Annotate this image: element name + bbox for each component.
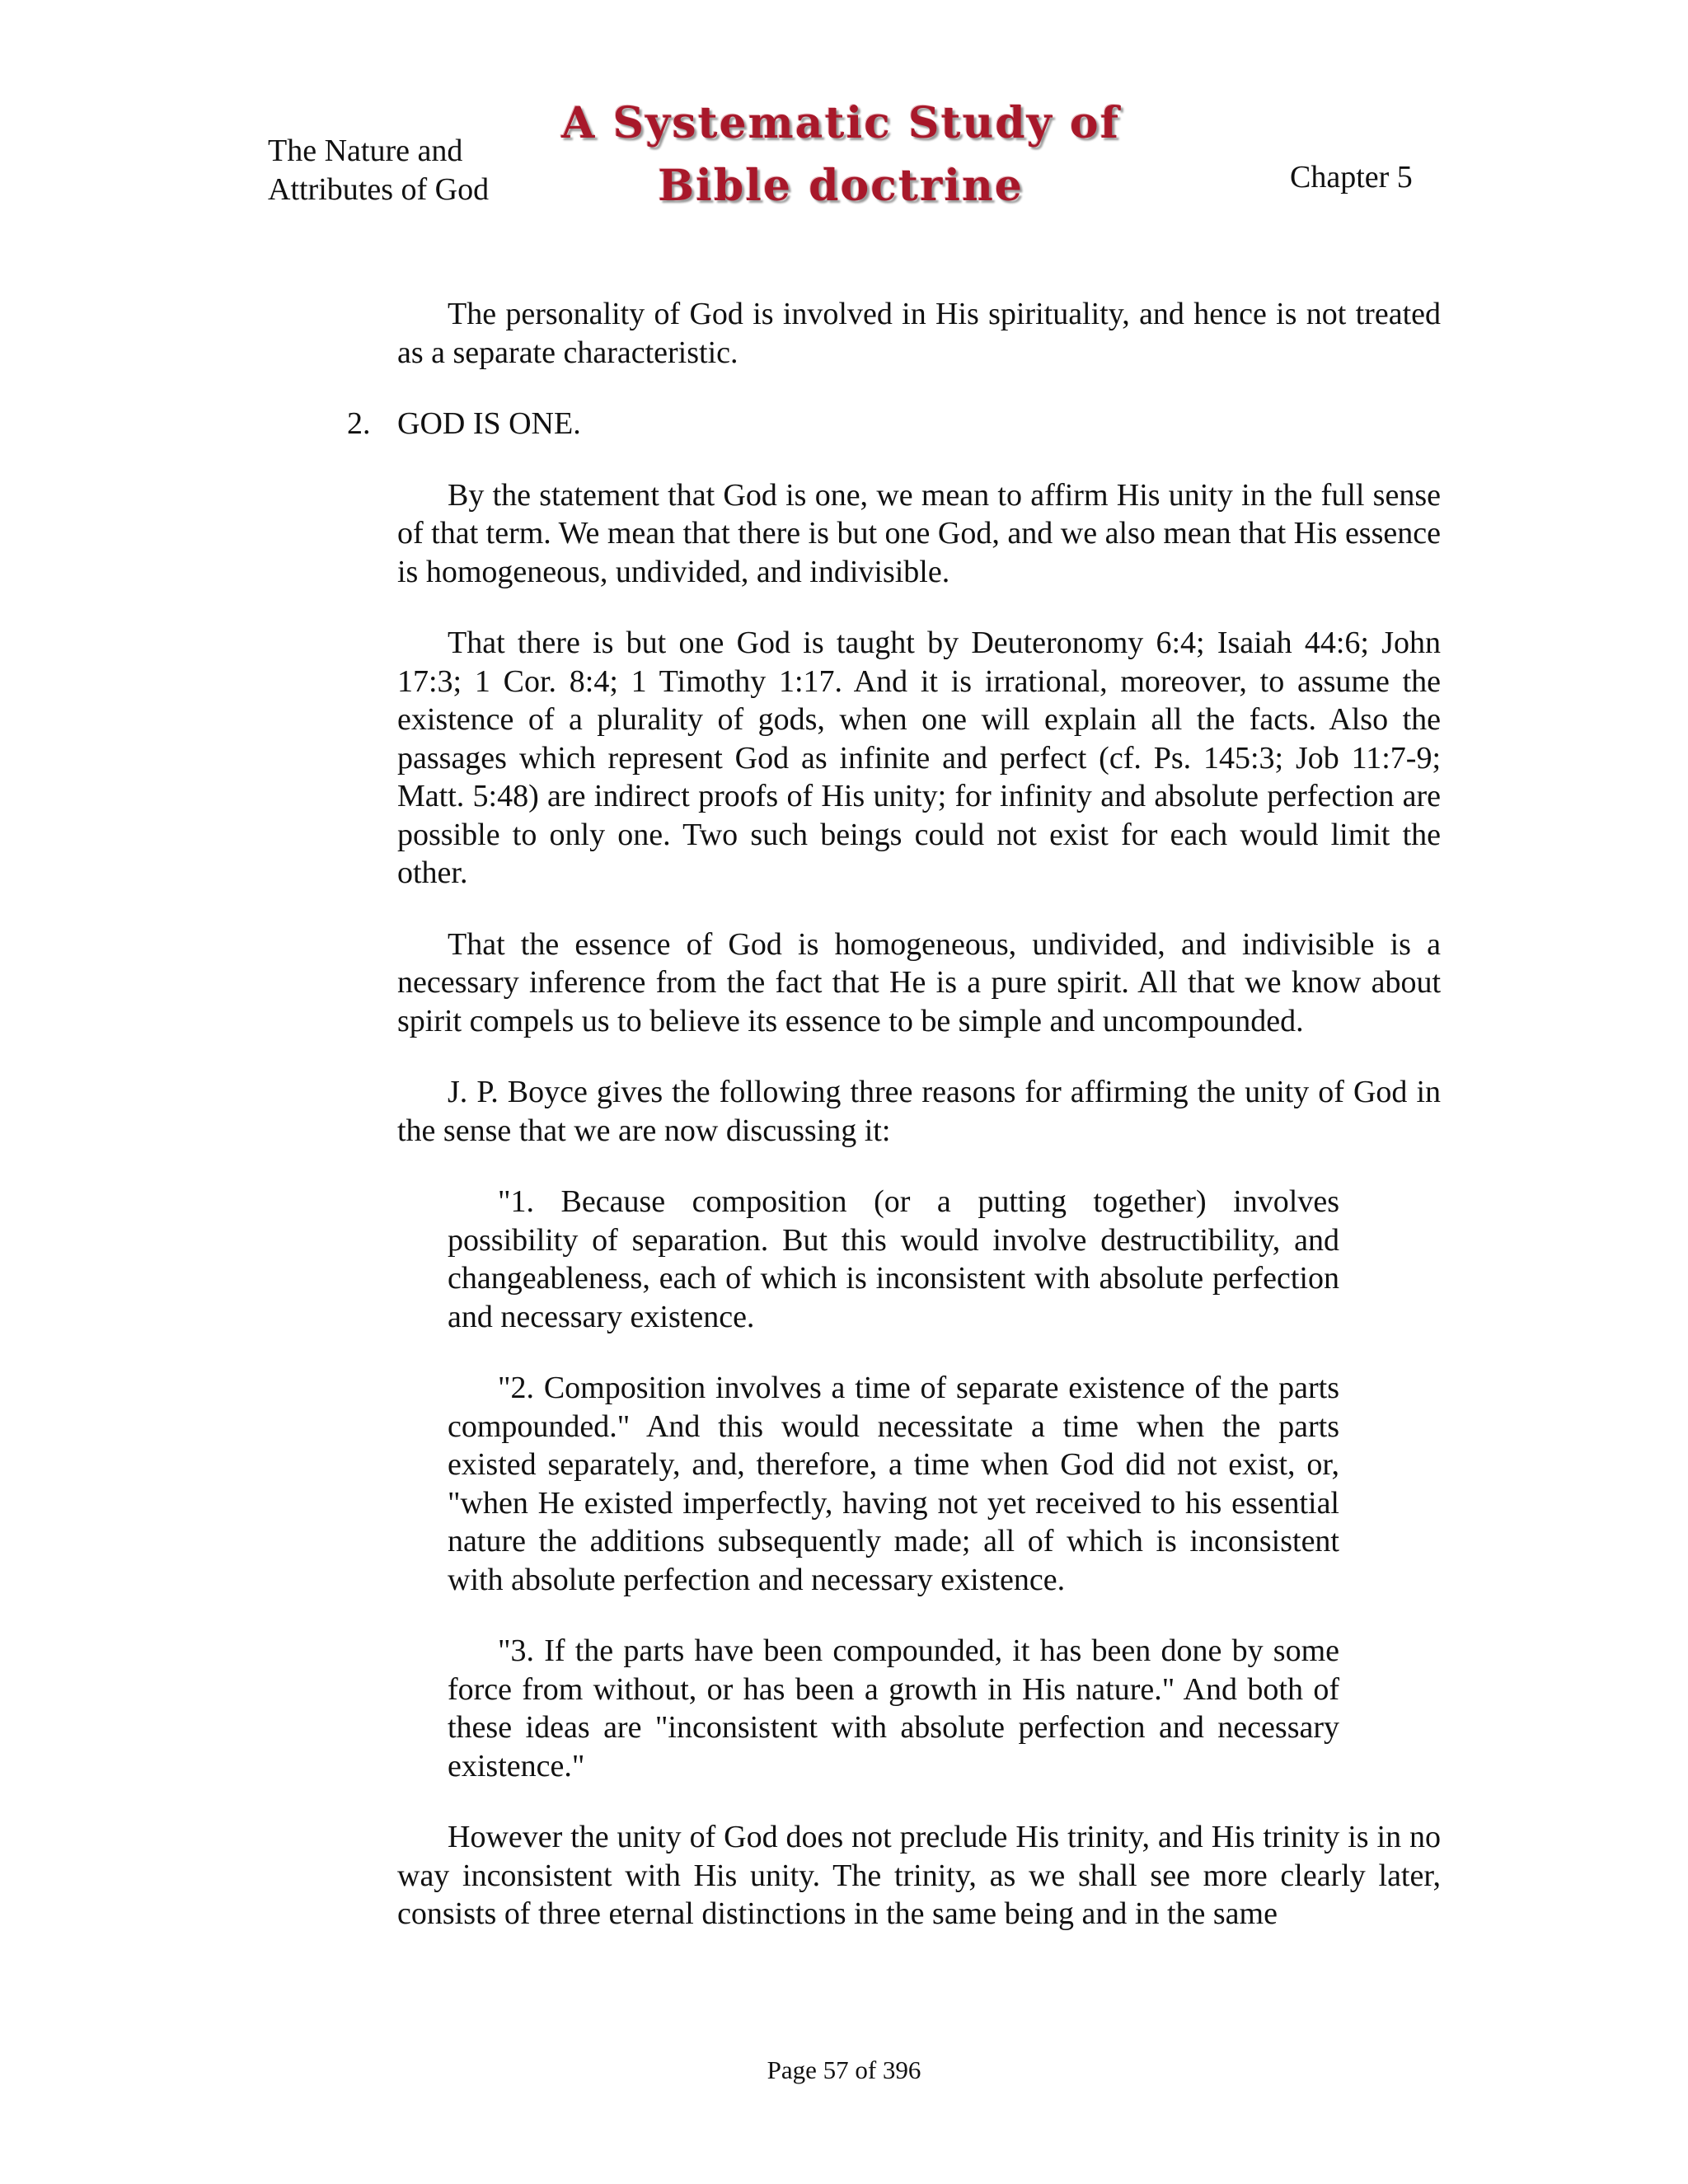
section-number: 2. (347, 406, 371, 441)
book-title-logo (560, 92, 1121, 218)
book-title-line-1: A Systematic Study of (561, 98, 1120, 148)
quote-reason-2: "2. Composition involves a time of separate existence of the parts compounded." And this would necessitate a time when the parts existed separately, and, therefore, a time when God did not exist, or, "when He existed imperfectly, having not yet received to his essential nature the additions subsequently made; all of which is inconsistent with absolute perfection and necessary existence. (448, 1371, 1339, 1597)
section-title: GOD IS ONE. (397, 406, 581, 441)
paragraph-personality: The personality of God is involved in His spirituality, and hence is not treated as a separate characteristic. (397, 297, 1441, 370)
paragraph-boyce-intro: J. P. Boyce gives the following three reasons for affirming the unity of God in the sense that we are now discussing it: (397, 1075, 1441, 1148)
paragraph-one-god-scripture: That there is but one God is taught by Deuteronomy 6:4; Isaiah 44:6; John 17:3; 1 Cor. 8:4; 1 Timothy 1:17. And it is irrational, moreover, to assume the existence of a plurality of gods, when one will explain all the facts. Also the passages which represent God as infinite and perfect (cf. Ps. 145:3; Job 11:7-9; Matt. 5:48) are indirect proofs of His unity; for infinity and absolute perfection are possible to only one. Two such beings could not exist for each would limit the other. (397, 626, 1441, 890)
running-header-chapter: Chapter 5 (1290, 160, 1413, 194)
book-title-line-2: Bible doctrine (658, 161, 1024, 211)
header-section-line-1: The Nature and (268, 134, 463, 168)
quote-reason-1: "1. Because composition (or a putting together) involves possibility of separation. But this would involve destructibility, and changeableness, each of which is inconsistent with absolute perfection and necessary existence. (448, 1184, 1339, 1334)
page-body (347, 295, 1441, 1933)
section-heading (347, 405, 1441, 443)
paragraph-essence-homogeneous: That the essence of God is homogeneous, undivided, and indivisible is a necessary inference from the fact that He is a pure spirit. All that we know about spirit compels us to believe its essence to be simple and uncompounded. (397, 926, 1441, 1038)
paragraph-trinity: However the unity of God does not preclude His trinity, and His trinity is in no way inconsistent with His unity. The trinity, as we shall see more clearly later, consists of three eternal distinctions in the same being and in the same (397, 1820, 1441, 1931)
quote-reason-3: "3. If the parts have been compounded, it has been done by some force from without, or has been a growth in His nature." And both of these ideas are "inconsistent with absolute perfection and necessary existence." (448, 1633, 1339, 1783)
page-number: Page 57 of 396 (767, 2055, 921, 2084)
paragraph-unity-definition: By the statement that God is one, we mean to affirm His unity in the full sense of that term. We mean that there is but one God, and we also mean that His essence is homogeneous, undivided, and indivisible. (397, 477, 1441, 589)
header-section-line-2: Attributes of God (268, 172, 490, 207)
running-header-section (268, 132, 489, 209)
block-quote (448, 1183, 1339, 1785)
